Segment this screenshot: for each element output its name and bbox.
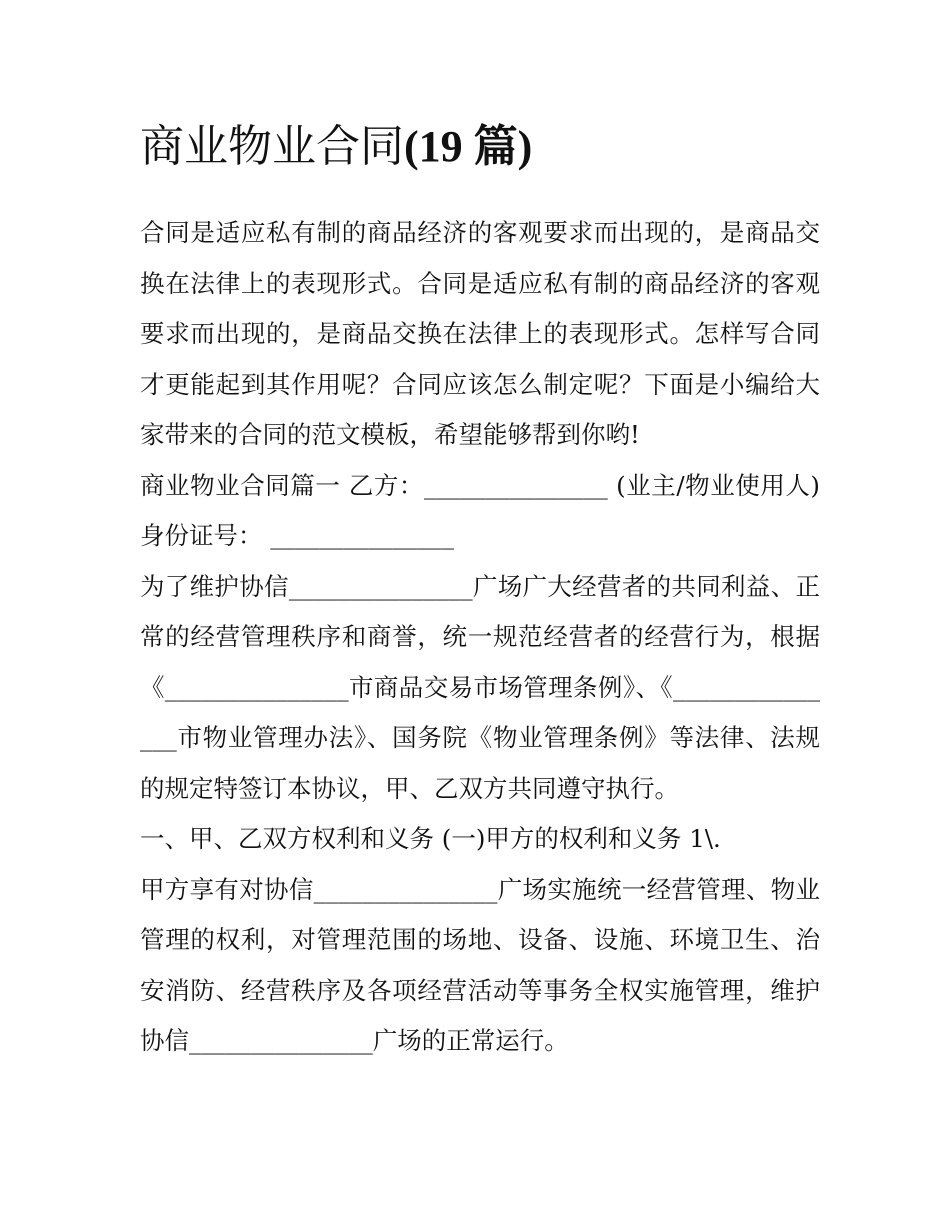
document-body bbox=[140, 208, 820, 1067]
title-close: ) bbox=[517, 122, 533, 171]
title-count: (19 bbox=[404, 122, 474, 171]
party-a-rights-paragraph: 甲方享有对协信_______________广场实施统一经营管理、物业管理的权利，对管理范围的场地、设备、设施、环境卫生、治安消防、经营秩序及各项经营活动等事务全权实施管理，维护协信_______________广场的正常运行。 bbox=[140, 874, 820, 1055]
document-title bbox=[140, 112, 820, 182]
purpose-paragraph: 为了维护协信_______________广场广大经营者的共同利益、正常的经营管理秩序和商誉，统一规范经营者的经营行为，根据《_______________市商品交易市场管理条例》、《_______________市物业管理办法》、国务院《物业管理条例》等法律、法规的规定特签订本协议，甲、乙双方共同遵守执行。 bbox=[140, 571, 820, 803]
title-main: 商业物业合同 bbox=[140, 121, 404, 172]
intro-paragraph: 合同是适应私有制的商品经济的客观要求而出现的，是商品交换在法律上的表现形式。合同是适应私有制的商品经济的客观要求而出现的，是商品交换在法律上的表现形式。怎样写合同才更能起到其作用呢？合同应该怎么制定呢？下面是小编给大家带来的合同的范文模板，希望能够帮到你哟! bbox=[140, 218, 820, 449]
section-heading-paragraph: 一、甲、乙双方权利和义务 (一)甲方的权利和义务 1\. bbox=[140, 824, 721, 853]
document-page bbox=[140, 112, 820, 1067]
party-b-paragraph: 商业物业合同篇一 乙方：_______________ (业主/物业使用人) 身份证号： _______________ bbox=[140, 470, 820, 550]
title-pian: 篇 bbox=[473, 122, 518, 171]
